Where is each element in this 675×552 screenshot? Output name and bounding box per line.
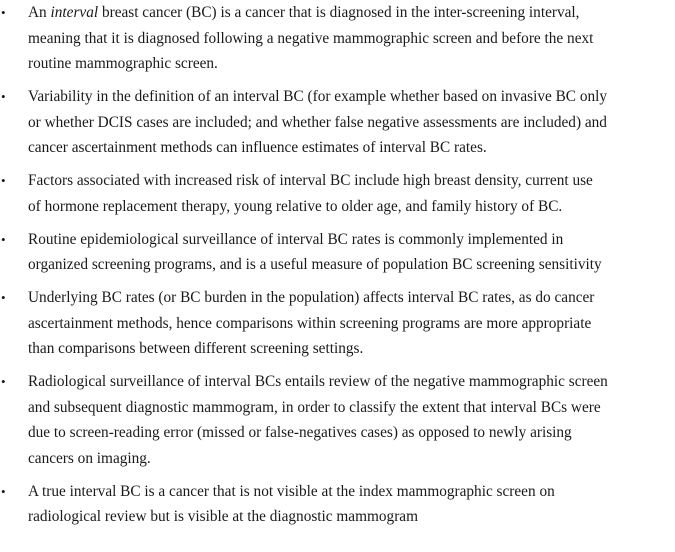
- bullet-line: Underlying BC rates (or BC burden in the population) affects interval BC rates, as do cancer: [28, 289, 595, 306]
- bullet-icon: •: [1, 173, 6, 188]
- bullet-item-2: [0, 84, 675, 161]
- bullet-line: An interval breast cancer (BC) is a cancer that is diagnosed in the inter-screening interval,: [28, 4, 580, 21]
- bullet-line: cancer ascertainment methods can influence estimates of interval BC rates.: [28, 139, 487, 156]
- bullet-line: Factors associated with increased risk of interval BC include high breast density, current use: [28, 172, 593, 189]
- bullet-item-3: [0, 168, 675, 219]
- bullet-item-7: [0, 479, 675, 530]
- bullet-line: than comparisons between different screening settings.: [28, 340, 364, 357]
- bullet-line: Radiological surveillance of interval BCs entails review of the negative mammographic screen: [28, 373, 608, 390]
- bullet-line: due to screen-reading error (missed or false-negatives cases) as opposed to newly arising: [28, 424, 572, 441]
- bullet-line: or whether DCIS cases are included; and whether false negative assessments are included) and: [28, 113, 607, 131]
- bullet-item-1: [0, 0, 675, 77]
- bullet-line: meaning that it is diagnosed following a negative mammographic screen and before the next: [28, 29, 594, 47]
- bullet-icon: •: [1, 290, 6, 305]
- bullet-icon: •: [1, 231, 6, 247]
- bullet-line: and subsequent diagnostic mammogram, in order to classify the extent that interval BCs were: [28, 398, 601, 416]
- bullet-line: routine mammographic screen.: [28, 55, 218, 72]
- bullet-item-5: [0, 285, 675, 362]
- bullet-line: radiological review but is visible at the diagnostic mammogram: [28, 508, 418, 525]
- bullet-line: cancers on imaging.: [28, 449, 151, 467]
- bullet-icon: •: [1, 483, 6, 499]
- bullet-line: Variability in the definition of an interval BC (for example whether based on invasive BC only: [28, 88, 608, 105]
- bullet-icon: •: [1, 5, 6, 20]
- bullet-line: ascertainment methods, hence comparisons within screening programs are more appropriate: [28, 314, 592, 332]
- bullet-item-4: [0, 227, 675, 278]
- emphasis-term: interval: [50, 4, 99, 21]
- bullet-line: A true interval BC is a cancer that is not visible at the index mammographic screen on: [28, 482, 555, 500]
- bullet-icon: •: [1, 374, 6, 389]
- bullet-line: of hormone replacement therapy, young relative to older age, and family history of BC.: [28, 197, 563, 215]
- bullet-icon: •: [1, 89, 6, 104]
- bullet-line: Routine epidemiological surveillance of interval BC rates is commonly implemented in: [28, 230, 564, 248]
- bullet-item-6: [0, 369, 675, 471]
- bullet-line: organized screening programs, and is a useful measure of population BC screening sensitivity: [28, 256, 602, 273]
